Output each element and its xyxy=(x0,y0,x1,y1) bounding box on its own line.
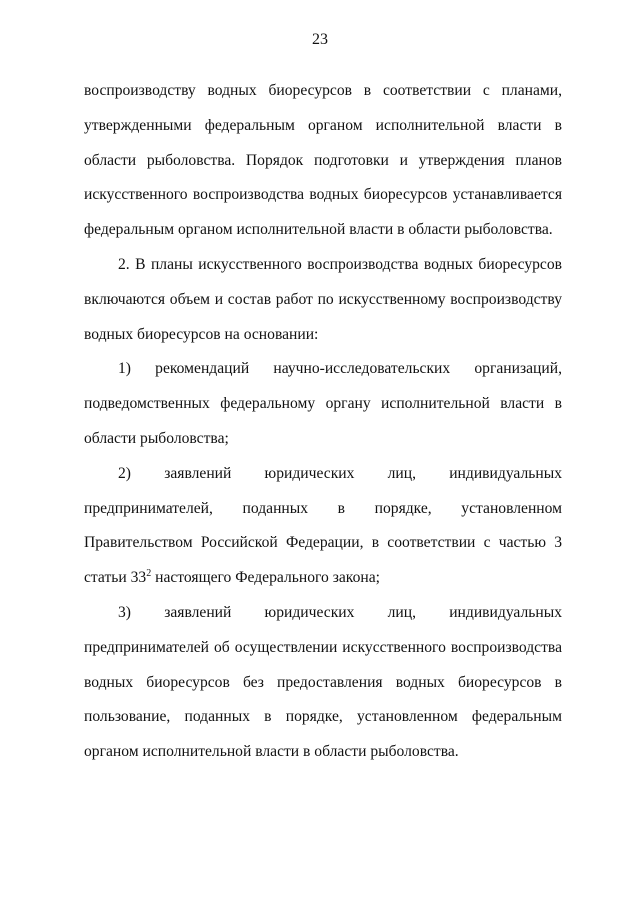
subitem-2-text-before: 2) заявлений юридических лиц, индивидуальных предпринимателей, поданных в порядке, установленном Правительством Российской Федерации, в соответствии с частью 3 статьи 33 xyxy=(84,464,562,587)
page-number: 23 xyxy=(312,31,328,48)
paragraph-item-2: 2. В планы искусственного воспроизводства водных биоресурсов включаются объем и состав работ по искусственному воспроизводству водных биоресурсов на основании: xyxy=(84,255,562,343)
document-body xyxy=(84,74,562,770)
subitem-2-text-after: настоящего Федерального закона; xyxy=(151,569,380,587)
paragraph-continuation: воспроизводству водных биоресурсов в соответствии с планами, утвержденными федеральным органом исполнительной власти в области рыболовства. Порядок подготовки и утверждения планов искусственного воспроизводства водных биоресурсов устанавливается федеральным органом исполнительной власти в области рыболовства. xyxy=(84,82,562,239)
paragraph-subitem-3: 3) заявлений юридических лиц, индивидуальных предпринимателей об осуществлении искусственного воспроизводства водных биоресурсов без предоставления водных биоресурсов в пользование, поданных в порядке, установленном федеральным органом исполнительной власти в области рыболовства. xyxy=(84,603,562,761)
paragraph-subitem-2 xyxy=(84,457,562,596)
paragraph-subitem-1: 1) рекомендаций научно-исследовательских организаций, подведомственных федеральному органу исполнительной власти в области рыболовства; xyxy=(84,360,562,447)
article-superscript: 2 xyxy=(146,568,152,580)
